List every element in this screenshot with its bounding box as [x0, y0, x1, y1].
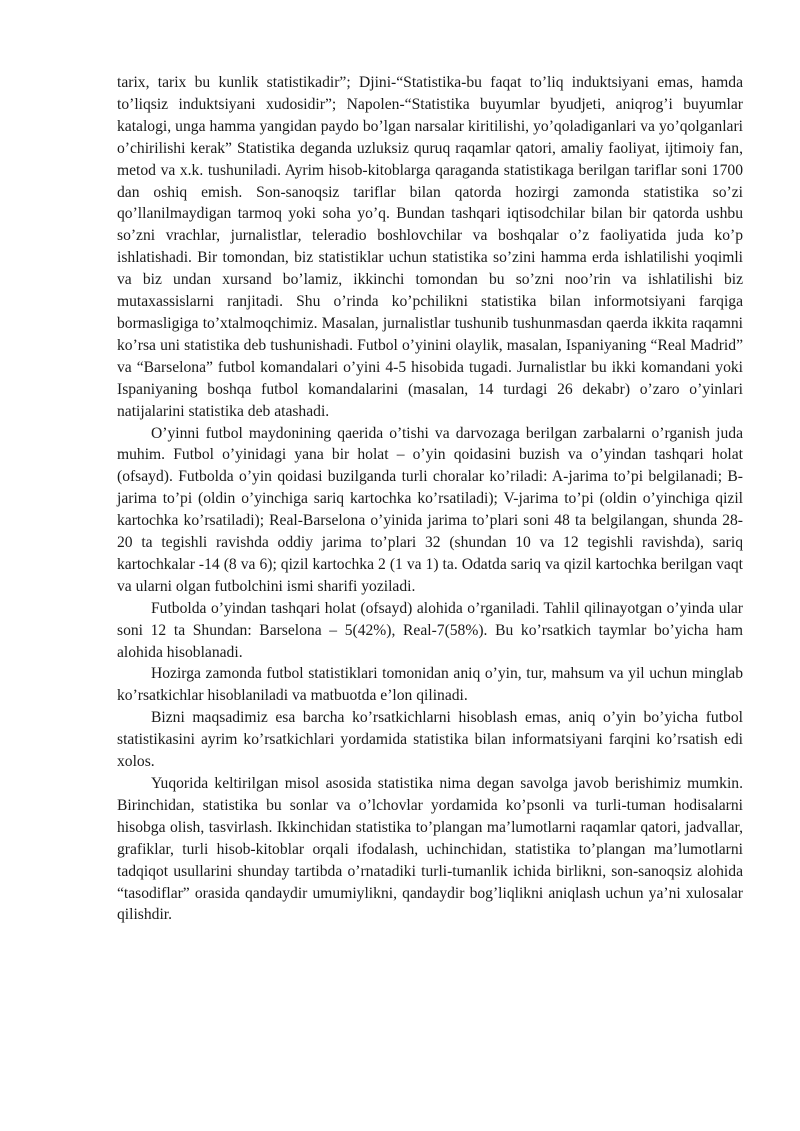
paragraph-modern-statistics: Hozirga zamonda futbol statistiklari tomonidan aniq o’yin, tur, mahsum va yil uchun minglab ko’rsatkichlar hisoblaniladi va matbuotda e’lon qilinadi.	[117, 665, 743, 705]
paragraph-statistics-definitions: tarix, tarix bu kunlik statistikadir”; Djini-“Statistika-bu faqat to’liq induktsiyani emas, hamda to’liqsiz induktsiyani xudosidir”; Napolen-“Statistika buyumlar byudjeti, aniqrog’i buyumlar katalogi, unga hamma yangidan paydo bo’lgan narsalar kiritilishi, yo’qoladiganlari va yo’qolganlari o’chirilishi kerak” Statistika deganda uzluksiz quruq raqamlar qatori, amaliy faoliyat, ijtimoiy fan, metod va x.k. tushuniladi. Ayrim hisob-kitoblarga qaraganda statistikaga berilgan tariflar soni 1700 dan oshiq emish. Son-sanoqsiz tariflar bilan qatorda hozirgi zamonda statistika so’zi qo’llanilmaydigan tarmoq yoki soha yo’q. Bundan tashqari iqtisodchilar bilan bir qatorda ushbu so’zni vrachlar, jurnalistlar, teleradio boshlovchilar va boshqalar o’z faoliyatida juda ko’p ishlatishadi. Bir tomondan, biz statistiklar uchun statistika so’zini hamma erda ishlatilishi yoqimli va biz undan xursand bo’lamiz, ikkinchi tomondan bu so’zni noo’rin va ishlatilishi biz mutaxassislarni ranjitadi. Shu o’rinda ko’pchilikni statistika bilan informotsiyani farqiga bormasligiga to’xtalmoqchimiz. Masalan, jurnalistlar tushunib tushunmasdan qaerda ikkita raqamni ko’rsa uni statistika deb tushunishadi. Futbol o’yinini olaylik, masalan, Ispaniyaning “Real Madrid” va “Barselona” futbol komandalari o’yini 4-5 hisobida tugadi. Jurnalistlar bu ikki komandani yoki Ispaniyaning boshqa futbol komandalarini (masalan, 14 turdagi 26 dekabr) o’zaro o’yinlari natijalarini statistika deb atashadi.	[117, 74, 743, 420]
paragraph-our-goal: Bizni maqsadimiz esa barcha ko’rsatkichlarni hisoblash emas, aniq o’yin bo’yicha futbol statistikasini ayrim ko’rsatkichlari yordamida statistika bilan informatsiyani farqini ko’rsatish edi xolos.	[117, 709, 743, 771]
paragraph-football-fouls: O’yinni futbol maydonining qaerida o’tishi va darvozaga berilgan zarbalarni o’rganish juda muhim. Futbol o’yinidagi yana bir holat – o’yin qoidasini buzish va o’yindan tashqari holat (ofsayd). Futbolda o’yin qoidasi buzilganda turli choralar ko’riladi: A-jarima to’pi belgilanadi; B-jarima to’pi (oldin o’yinchiga sariq kartochka ko’rsatiladi); V-jarima to’pi (oldin o’yinchiga qizil kartochka ko’rsatiladi); Real-Barselona o’yinida jarima to’plari soni 48 ta belgilangan, shunda 28-20 ta tegishli ravishda oddiy jarima to’plari 32 (shundan 10 va 12 tegishli ravishda), sariq kartochkalar -14 (8 va 6); qizil kartochka 2 (1 va 1) ta. Odatda sariq va qizil kartochka berilgan vaqt va ularni olgan futbolchini ismi sharifi yoziladi.	[117, 424, 743, 595]
paragraph-conclusion: Yuqorida keltirilgan misol asosida statistika nima degan savolga javob berishimiz mumkin. Birinchidan, statistika bu sonlar va o’lchovlar yordamida ko’psonli va turli-tuman hodisalarni hisobga olish, tasvirlash. Ikkinchidan statistika to’plangan ma’lumotlarni raqamlar qatori, jadvallar, grafiklar, turli hisob-kitoblar orqali ifodalash, uchinchidan, statistika to’plangan ma’lumotlarni tadqiqot usullarini shunday tartibda o’rnatadiki turli-tumanlik ichida birlikni, son-sanoqsiz alohida “tasodiflar” orasida qandaydir umumiylikni, qandaydir bog’liqlikni aniqlash uchun ya’ni xulosalar qilishdir.	[117, 775, 743, 924]
document-page	[117, 72, 743, 926]
paragraph-offside: Futbolda o’yindan tashqari holat (ofsayd) alohida o’rganiladi. Tahlil qilinayotgan o’yinda ular soni 12 ta Shundan: Barselona – 5(42%), Real-7(58%). Bu ko’rsatkich taymlar bo’yicha ham alohida hisoblanadi.	[117, 599, 743, 661]
